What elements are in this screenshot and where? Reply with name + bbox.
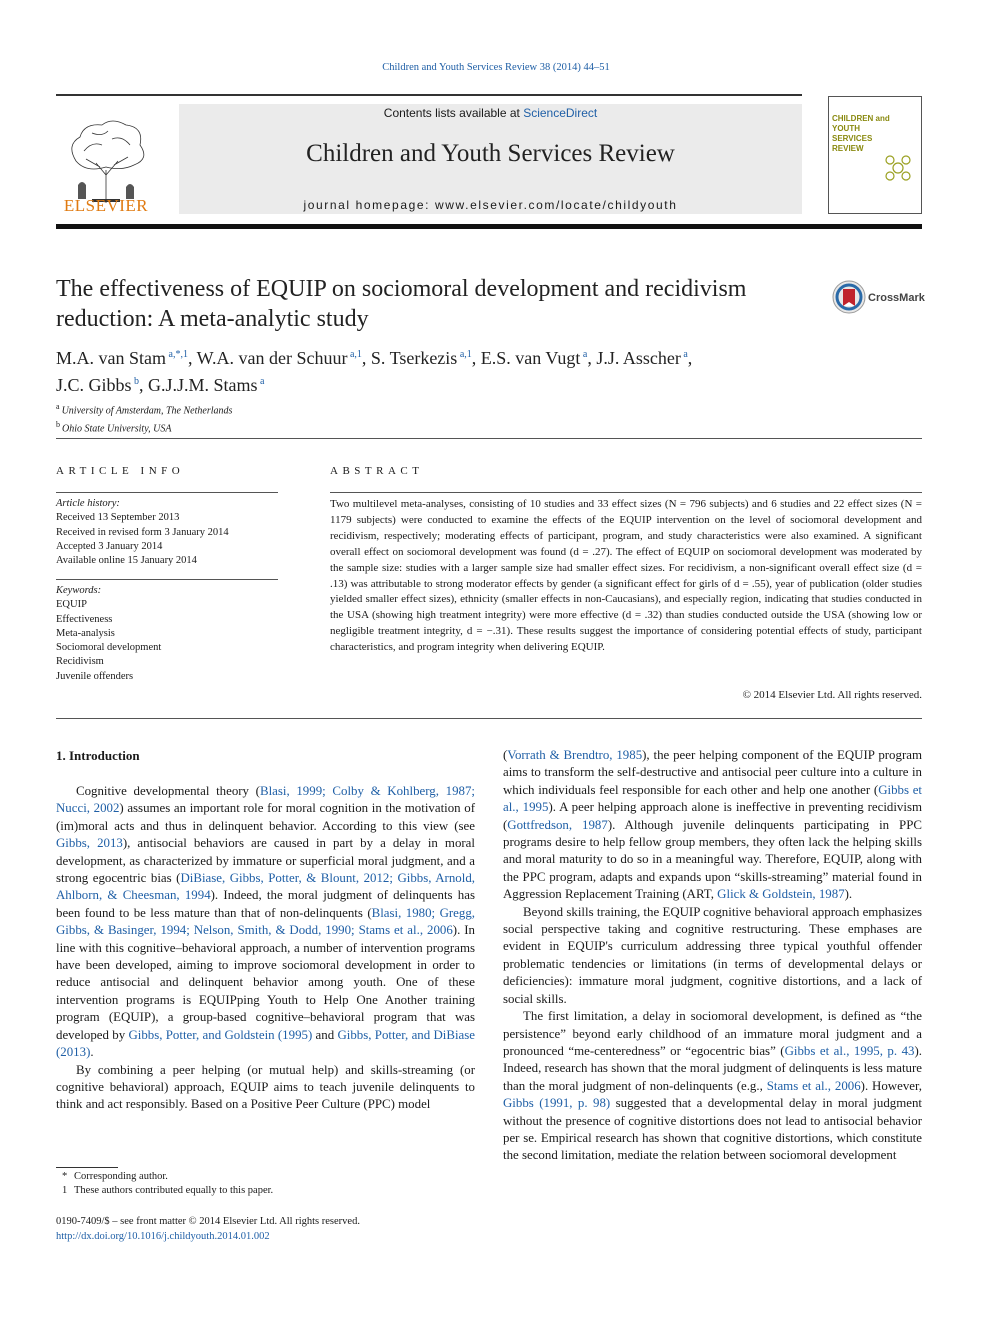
author-affiliation-mark[interactable]: a,*,1: [166, 349, 188, 360]
author-affiliation-mark[interactable]: a: [580, 349, 588, 360]
affiliation-text: Ohio State University, USA: [62, 423, 172, 435]
history-item: Received 13 September 2013: [56, 512, 180, 524]
affiliation-text: University of Amsterdam, The Netherlands: [61, 405, 233, 417]
contents-prefix: Contents lists available at: [383, 106, 524, 120]
divider: [56, 438, 922, 439]
article-info-heading: ARTICLE INFO: [56, 465, 185, 477]
footnote-mark: *: [62, 1171, 68, 1182]
footnote: [62, 1184, 273, 1198]
citation-link[interactable]: Gibbs et al., 1995, p. 43: [784, 1043, 915, 1058]
body-paragraph: Cognitive developmental theory (Blasi, 1999; Colby & Kohlberg, 1987; Nucci, 2002) assumes an important role for moral cognition in the motivation of (im)moral acts and thus in delinquent behavior. According to this view (see Gibbs, 2013), antisocial behaviors are caused in part by a delay in moral development, as characterized by immature or superficial moral judgment, and a strong egocentric bias (DiBiase, Gibbs, Potter, & Blount, 2012; Gibbs, Arnold, Ahlborn, & Cheesman, 1994). Indeed, the moral judgment of delinquents has been found to be less mature than that of non-delinquents (Blasi, 1980; Gregg, Gibbs, & Basinger, 1994; Nelson, Smith, & Dodd, 1990; Stams et al., 2006). In line with this cognitive–behavioral approach, a number of intervention programs have been developed, aiming to improve sociomoral development in order to reduce antisocial and delinquent behavior among youth. One of these intervention programs is EQUIPping Youth to Help One Another training program (EQUIP), a group-based cognitive–behavioral program that was developed by Gibbs, Potter, and Goldstein (1995) and Gibbs, Potter, and DiBiase (2013).: [56, 784, 476, 1060]
doi-link[interactable]: http://dx.doi.org/10.1016/j.childyouth.2014.01.002: [56, 1230, 270, 1242]
body-paragraph: By combining a peer helping (or mutual help) and skills-streaming (or cognitive behavioral) approach, EQUIP aims to teach juvenile delinquents to think and act responsibly. Based on a Positive Peer Culture (PPC) model: [56, 1062, 475, 1112]
issn-line: 0190-7409/$ – see front matter © 2014 Elsevier Ltd. All rights reserved.: [56, 1216, 360, 1227]
keyword: Recidivism: [56, 656, 104, 668]
keyword: Juvenile offenders: [56, 670, 134, 682]
citation-link[interactable]: Blasi, 1980; Gregg, Gibbs, & Basinger, 1994; Nelson, Smith, & Dodd, 1990; Stams et al., 2006: [56, 905, 476, 938]
citation-link[interactable]: DiBiase, Gibbs, Potter, & Blount, 2012; Gibbs, Arnold, Ahlborn, & Cheesman, 1994: [56, 871, 475, 903]
author-name[interactable]: J.J. Asscher: [596, 348, 681, 368]
body-paragraph: Beyond skills training, the EQUIP cognitive behavioral approach emphasizes social perspective taking and cognitive restructuring. These emphases are evident in EQUIP's curriculum addressing three typical youthful offender problematic tendencies or limitations (in terms of developmental delays or deficiencies): immature moral judgment, cognitive distortions, and a lack of social skills.: [503, 904, 922, 1006]
keyword: Effectiveness: [56, 613, 113, 625]
divider: [56, 492, 278, 493]
homepage-url[interactable]: www.elsevier.com/locate/childyouth: [435, 198, 678, 212]
history-item: Received in revised form 3 January 2014: [56, 526, 229, 538]
footnote-text: These authors contributed equally to this paper.: [74, 1185, 274, 1196]
footnote-mark: 1: [62, 1185, 68, 1196]
author-name[interactable]: W.A. van der Schuur: [196, 348, 348, 368]
footnote-text: Corresponding author.: [74, 1171, 168, 1182]
divider: [56, 579, 278, 580]
citation-link[interactable]: Gibbs, Potter, and Goldstein (1995): [128, 1027, 313, 1042]
issn-doi-block: [56, 1215, 360, 1244]
author-name[interactable]: S. Tserkezis: [370, 348, 458, 368]
footnotes: [62, 1170, 273, 1198]
elsevier-wordmark: ELSEVIER: [63, 196, 149, 215]
keyword: Sociomoral development: [56, 642, 162, 654]
copyright-notice: © 2014 Elsevier Ltd. All rights reserved.: [742, 689, 922, 701]
author-list: M.A. van Stam $^{a,*,1}$, W.A. van der Schuur $^{a,1}$, S. Tserkezis $^{a,1}$, E.S. van Vugt $^a$, J.J. Asscher $^a$, J.C. Gibbs $^b$, G.J.J.M. Stams $^a$: [56, 348, 693, 395]
footnote: [62, 1170, 273, 1184]
journal-homepage-line: [179, 198, 802, 212]
body-column-right: [503, 747, 922, 1165]
sciencedirect-link[interactable]: ScienceDirect: [523, 106, 598, 120]
affiliation-mark: b: [56, 420, 62, 430]
keywords: [56, 584, 161, 684]
keywords-label: Keywords:: [56, 585, 102, 596]
journal-citation[interactable]: Children and Youth Services Review 38 (2014) 44–51: [382, 62, 610, 73]
citation-link[interactable]: Vorrath & Brendtro, 1985: [507, 748, 643, 762]
journal-title: Children and Youth Services Review: [306, 140, 675, 167]
article-history: [56, 497, 229, 568]
divider: [330, 492, 922, 493]
contents-availability-line: [179, 106, 802, 120]
author-name[interactable]: M.A. van Stam: [56, 348, 166, 368]
citation-link[interactable]: Gottfredson, 1987: [507, 817, 608, 832]
header-thick-rule: [56, 224, 922, 229]
history-item: Available online 15 January 2014: [56, 555, 197, 567]
author-affiliation-mark[interactable]: a,1: [347, 349, 362, 360]
history-item: Accepted 3 January 2014: [56, 540, 163, 552]
footnote-divider: [56, 1167, 118, 1168]
citation-link[interactable]: Glick & Goldstein, 1987: [717, 887, 845, 902]
citation-link[interactable]: Gibbs (1991, p. 98): [503, 1096, 611, 1111]
journal-cover-title: CHILDREN and YOUTH SERVICES REVIEW: [832, 114, 890, 153]
affiliation: [56, 418, 232, 436]
section-heading: 1. Introduction: [56, 748, 140, 763]
citation-link[interactable]: Blasi, 1999; Colby & Kohlberg, 1987; Nucci, 2002: [56, 784, 475, 816]
body-paragraph: (Vorrath & Brendtro, 1985), the peer helping component of the EQUIP program aims to transform the self-destructive and antisocial peer culture into a culture in which individuals feel responsible for each other and help one another (Gibbs et al., 1995). A peer helping approach alone is ineffective in preventing recidivism (Gottfredson, 1987). Although juvenile delinquents participating in PPC programs desire to help fellow group members, they often lack the helping skills and moral maturity to do so in a meaningful way. Therefore, EQUIP, along with the PPC program, adapts and expands upon “skills-streaming” material found in Aggression Replacement Training (ART, Glick & Goldstein, 1987).: [503, 748, 923, 902]
citation-link[interactable]: Gibbs et al., 1995: [503, 782, 923, 815]
author-name[interactable]: G.J.J.M. Stams: [148, 375, 258, 395]
author-affiliation-mark[interactable]: b: [131, 376, 140, 387]
divider: [56, 718, 922, 719]
crossmark-label[interactable]: CrossMark: [868, 292, 925, 304]
author-name[interactable]: E.S. van Vugt: [480, 348, 581, 368]
citation-link[interactable]: Gibbs, 2013: [56, 836, 123, 851]
body-paragraph: The first limitation, a delay in sociomoral development, is defined as “the persistence” beyond early childhood of an immature moral judgment and a pronounced “me-centeredness” or “egocentric bias” (Gibbs et al., 1995, p. 43). Indeed, research has shown that the moral judgment of delinquents is less mature than the moral judgment of non-delinquents (e.g., Stams et al., 2006). However, Gibbs (1991, p. 98) suggested that a developmental delay in moral judgment without the presence of cognitive distortions does not lead to antisocial behavior per se. Empirical research has shown that cognitive distortions, which constitute the second limitation, mediate the relation between sociomoral development: [503, 1009, 923, 1163]
author-affiliation-mark[interactable]: a: [680, 349, 688, 360]
body-column-left: [56, 783, 475, 1114]
keyword: EQUIP: [56, 599, 87, 611]
crossmark-icon[interactable]: [832, 280, 866, 314]
homepage-prefix: journal homepage:: [303, 198, 436, 212]
affiliations: [56, 400, 232, 437]
citation-link[interactable]: Gibbs, Potter, and DiBiase (2013): [56, 1027, 476, 1060]
affiliation: [56, 400, 232, 418]
citation-link[interactable]: Stams et al., 2006: [766, 1078, 861, 1093]
article-title: The effectiveness of EQUIP on sociomoral development and recidivism reduction: A meta-analytic study: [56, 276, 747, 332]
author-affiliation-mark[interactable]: a,1: [457, 349, 472, 360]
abstract-heading: ABSTRACT: [330, 465, 424, 477]
author-name[interactable]: J.C. Gibbs: [56, 375, 132, 395]
abstract-text: Two multilevel meta-analyses, consisting of 10 studies and 33 effect sizes (N = 796 subjects) and 6 studies and 22 effect sizes (N = 1179 subjects) were conducted to examine the effects of the EQUIP intervention on the level of sociomoral development and recidivism, respectively; moderating effects of participant, program, and study characteristics were also examined. A significant overall effect on sociomoral development was found (d = .27). The effect of EQUIP on sociomoral development was moderated by the sample size: studies with a larger sample size had smaller effect sizes. For recidivism, a non-significant overall effect size (d = .13) was attributable to strong moderator effects by gender (a significant effect for girls of d = .55), year of publication (older studies yielded smaller effect sizes), ethnicity (smaller effects in non-Caucasians), and especially region, indicating that studies conducted in the USA (showing high treatment integrity) were more effective (d = .32) than studies conducted outside the USA (showing low or negligible treatment integrity, d = −.31). These results suggest the importance of considering potential effects of study, participant characteristics, and program integrity when delivering EQUIP.: [330, 498, 922, 654]
affiliation-mark: a: [56, 402, 62, 411]
author-affiliation-mark[interactable]: a: [257, 376, 265, 387]
cover-ornament-icon: [880, 150, 916, 186]
history-label: Article history:: [56, 498, 120, 509]
header-divider: [56, 94, 802, 96]
keyword: Meta-analysis: [56, 627, 115, 639]
